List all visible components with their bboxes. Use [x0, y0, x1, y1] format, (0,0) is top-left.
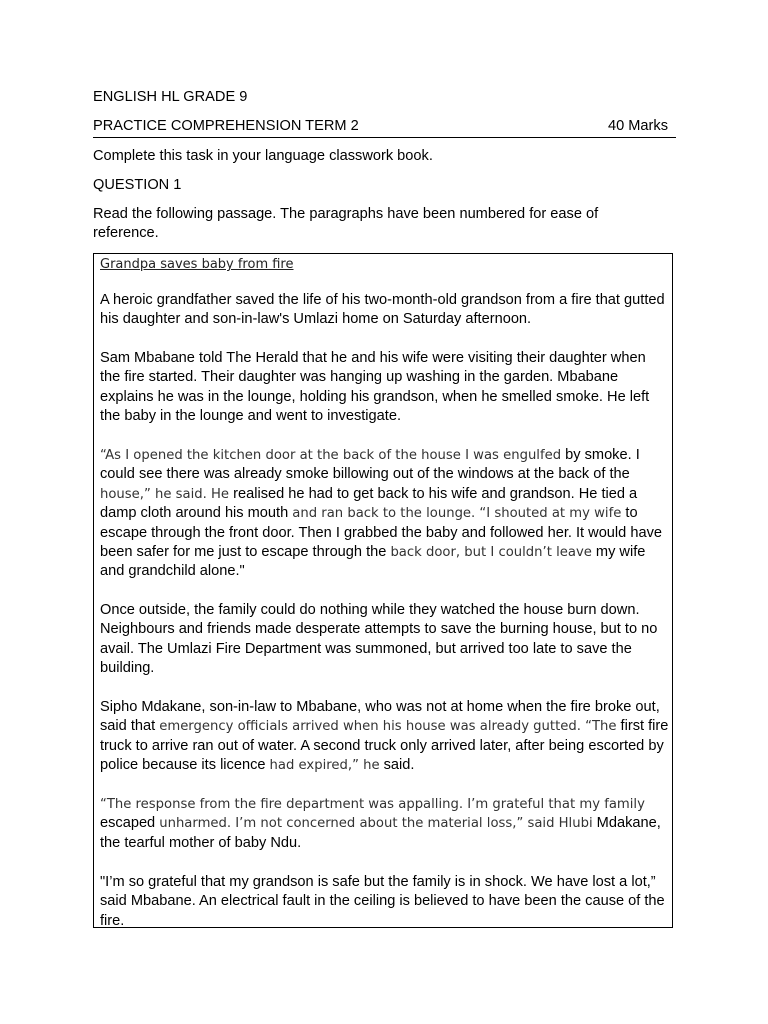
task-instruction: Complete this task in your language classwork book.	[93, 148, 433, 164]
paragraph-1: A heroic grandfather saved the life of his two-month-old grandson from a fire that gutted his daughter and son-in-law's Umlazi home on Saturday afternoon.	[100, 292, 665, 328]
text-segment: my wife and grandchild alone."	[100, 544, 646, 580]
text-segment: first fire truck to arrive ran out of water. A second truck only arrived later, after being escorted by police because its licence	[100, 718, 669, 774]
passage-title: Grandpa saves baby from fire	[100, 257, 294, 272]
paragraph-3	[100, 446, 670, 582]
quote-segment: back door, but I couldn’t leave	[390, 545, 592, 561]
paragraph-6	[100, 795, 670, 853]
quote-segment: “As I opened the kitchen door at the back of the house I was engulfed	[100, 448, 562, 463]
subject-heading: ENGLISH HL GRADE 9	[93, 89, 248, 105]
quote-segment: house,” he said. He	[100, 486, 230, 502]
paragraph-2: Sam Mbabane told The Herald that he and his wife were visiting their daughter when the fire started. Their daughter was hanging up washing in the garden. Mbabane explains he was in the lounge, holding his grandson, when he smelled smoke. He left the baby in the lounge and went to investigate.	[100, 350, 650, 425]
quote-segment: “The response from the fire department was appalling. I’m grateful that my family	[100, 797, 645, 812]
text-segment: Mdakane, the tearful mother of baby Ndu.	[100, 815, 661, 851]
text-segment: realised he had to get back to his wife and grandson. He tied a damp cloth around his mouth	[100, 485, 638, 522]
text-segment: escaped	[100, 815, 160, 832]
text-segment: Mbabane. An electrical fault in the ceiling is believed to have been the cause of the fire.	[100, 893, 665, 929]
quote-segment: unharmed. I’m not concerned about the material loss,” said Hlubi	[159, 816, 593, 832]
text-segment: "I’m so grateful that my grandson is safe but the family is in shock. We have lost a lot,” said	[100, 874, 656, 910]
passage-box	[93, 253, 673, 928]
text-segment: to escape through the front door. Then I grabbed the baby and followed her. It would have been safer for me just to escape through the	[100, 505, 662, 561]
question-label: QUESTION 1	[93, 177, 182, 193]
reading-instruction: Read the following passage. The paragraphs have been numbered for ease of reference.	[93, 206, 599, 241]
text-segment: Sipho Mdakane, son-in-law to Mbabane, who was not at home when the fire broke out, said that	[100, 699, 660, 735]
paragraph-7	[100, 873, 670, 931]
paragraph-5	[100, 698, 670, 776]
title-row	[93, 117, 676, 138]
total-marks: 40 Marks	[607, 118, 668, 134]
quote-segment: and ran back to the lounge. “I shouted at my wife	[292, 506, 622, 522]
paragraph-4: Once outside, the family could do nothing while they watched the house burn down. Neighbours and friends made desperate attempts to save the burning house, but to no avail. The Umlazi Fire Department was summoned, but arrived too late to save the building.	[100, 602, 658, 677]
document-title: PRACTICE COMPREHENSION TERM 2	[93, 118, 359, 134]
text-segment: by smoke. I could see there was already smoke billowing out of the windows at the back of the	[100, 447, 640, 483]
quote-segment: emergency officials arrived when his house was already gutted. “The	[159, 719, 617, 735]
quote-segment: had expired,” he	[269, 758, 380, 774]
text-segment: said.	[379, 757, 415, 774]
